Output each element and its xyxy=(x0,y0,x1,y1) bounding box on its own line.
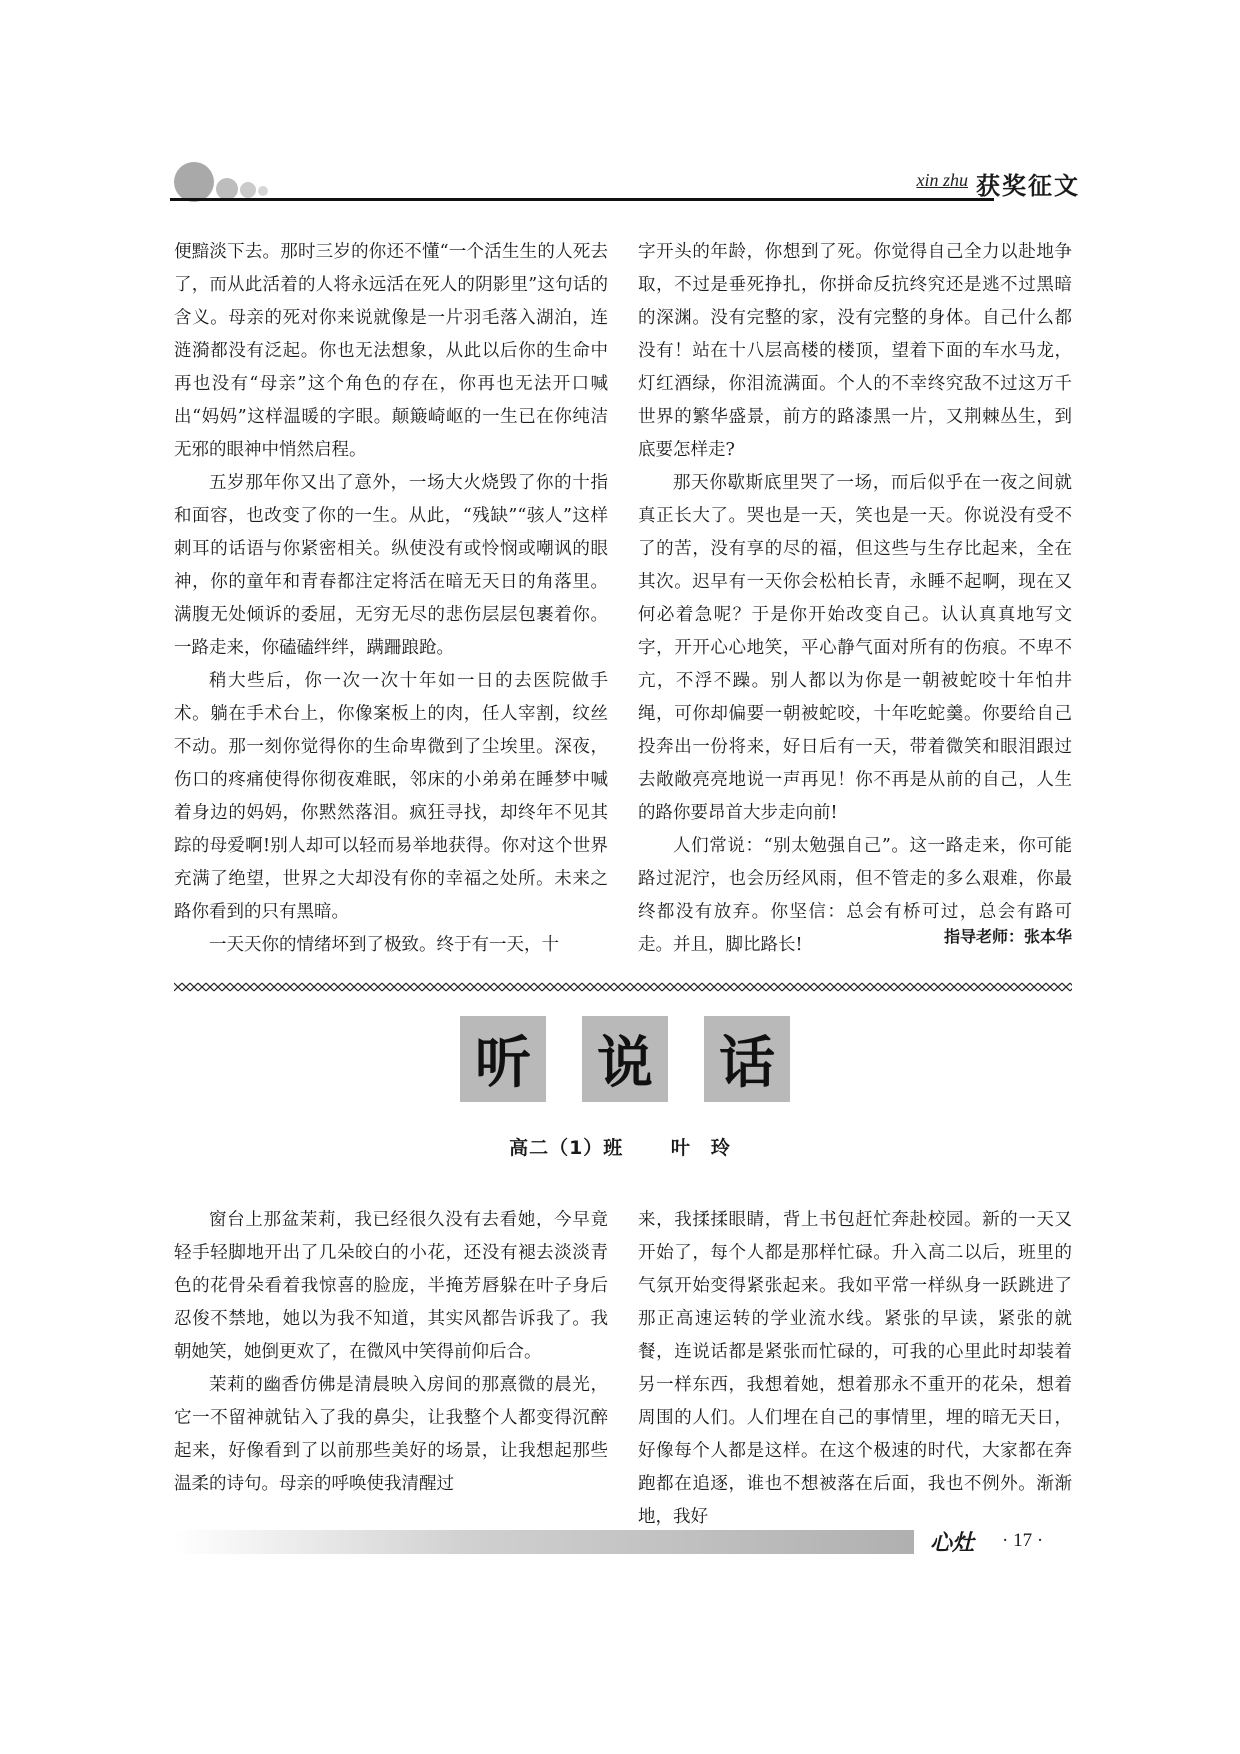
section-title: 获奖征文 xyxy=(976,172,1080,200)
essay1-right-column xyxy=(638,236,1072,962)
byline xyxy=(0,1133,1240,1160)
title-char: 听 xyxy=(460,1016,546,1102)
paragraph: 一天天你的情绪坏到了极致。终于有一天，十 xyxy=(209,935,559,955)
title-char: 话 xyxy=(704,1016,790,1102)
header-rule xyxy=(170,198,960,201)
footer-brand: 心灶 xyxy=(930,1530,975,1556)
paragraph: 稍大些后，你一次一次十年如一日的去医院做手术。躺在手术台上，你像案板上的肉，任人宰割，纹丝不动。那一刻你觉得你的生命卑微到了尘埃里。深夜，伤口的疼痛使得你彻夜难眠，邻床的小弟弟在睡梦中喊着身边的妈妈，你黙然落泪。疯狂寻找，却终年不见其踪的母爱啊!别人却可以轻而易举地获得。你对这个世界充满了绝望，世界之大却没有你的幸福之处所。未来之路你看到的只有黑暗。 xyxy=(174,671,608,922)
advisor-credit: 指导老师：张本华 xyxy=(943,927,1072,946)
paragraph: 便黯淡下去。那时三岁的你还不懂“一个活生生的人死去了，而从此活着的人将永远活在死人的阴影里”这句话的含义。母亲的死对你来说就像是一片羽毛落入湖泊，连涟漪都没有泛起。你也无法想象，从此以后你的生命中再也没有“母亲”这个角色的存在，你再也无法开口喊出“妈妈”这样温暖的字眼。颠簸崎岖的一生已在你纯洁无邪的眼神中悄然启程。 xyxy=(174,242,608,460)
essay2-right-column xyxy=(638,1204,1072,1534)
paragraph: 人们常说：“别太勉强自己”。这一路走来，你可能路过泥泞，也会历经风雨，但不管走的多么艰难，你最终都没有放弃。你坚信：总会有桥可过，总会有路可走。并且，脚比路长! xyxy=(638,836,1072,955)
paragraph: 那天你歇斯底里哭了一场，而后似乎在一夜之间就真正长大了。哭也是一天，笑也是一天。你说没有受不了的苦，没有享的尽的福，但这些与生存比起来，全在其次。迟早有一天你会松柏长青，永睡不起啊，现在又何必着急呢？于是你开始改变自己。认认真真地写文字，开开心心地笑，平心静气面对所有的伤痕。不卑不亢，不浮不躁。别人都以为你是一朝被蛇咬十年怕井绳，可你却偏要一朝被蛇咬，十年吃蛇羹。你要给自己投奔出一份将来，好日后有一天，带着微笑和眼泪跟过去敞敞亮亮地说一声再见！你不再是从前的自己，人生的路你要昂首大步走向前! xyxy=(638,473,1072,823)
decorative-circle-icon xyxy=(240,182,256,198)
page-number: · 17 · xyxy=(1002,1530,1044,1551)
header-pinyin: xin zhu xyxy=(916,170,968,190)
paragraph: 字开头的年龄，你想到了死。你觉得自己全力以赴地争取，不过是垂死挣扎，你拼命反抗终究还是逃不过黑暗的深渊。没有完整的家，没有完整的身体。自己什么都没有！站在十八层高楼的楼顶，望着下面的车水马龙，灯红酒绿，你泪流满面。个人的不幸终究敌不过这万千世界的繁华盛景，前方的路漆黑一片，又荆棘丛生，到底要怎样走? xyxy=(638,242,1072,460)
decorative-circle-icon xyxy=(258,186,268,196)
title-char: 说 xyxy=(582,1016,668,1102)
paragraph: 窗台上那盆茉莉，我已经很久没有去看她，今早竟轻手轻脚地开出了几朵皎白的小花，还没有褪去淡淡青色的花骨朵看着我惊喜的脸庞，半掩芳唇躲在叶子身后忍俊不禁地，她以为我不知道，其实风都告诉我了。我朝她笑，她倒更欢了，在微风中笑得前仰后合。 xyxy=(174,1210,608,1362)
class-label: 高二（1）班 xyxy=(509,1137,624,1159)
zigzag-divider xyxy=(174,981,1072,993)
essay2-title xyxy=(460,1016,790,1106)
decorative-circle-icon xyxy=(174,162,214,202)
paragraph: 五岁那年你又出了意外，一场大火烧毁了你的十指和面容，也改变了你的一生。从此，“残缺”“骇人”这样刺耳的话语与你紧密相关。纵使没有或怜悯或嘲讽的眼神，你的童年和青春都注定将活在暗无天日的角落里。满腹无处倾诉的委屈，无穷无尽的悲伤层层包裹着你。一路走来，你磕磕绊绊，蹒跚踉跄。 xyxy=(174,473,608,658)
page-header xyxy=(170,160,1080,210)
essay1-left-column xyxy=(174,236,608,962)
paragraph: 茉莉的幽香仿佛是清晨映入房间的那熹微的晨光，它一不留神就钻入了我的鼻尖，让我整个人都变得沉醉起来，好像看到了以前那些美好的场景，让我想起那些温柔的诗句。母亲的呼唤使我清醒过 xyxy=(174,1375,608,1494)
essay2-left-column xyxy=(174,1204,608,1501)
paragraph: 来，我揉揉眼睛，背上书包赶忙奔赴校园。新的一天又开始了，每个人都是那样忙碌。升入高二以后，班里的气氛开始变得紧张起来。我如平常一样纵身一跃跳进了那正高速运转的学业流水线。紧张的早读，紧张的就餐，连说话都是紧张而忙碌的，可我的心里此时却装着另一样东西，我想着她，想着那永不重开的花朵，想着周围的人们。人们埋在自己的事情里，埋的暗无天日，好像每个人都是这样。在这个极速的时代，大家都在奔跑都在追逐，谁也不想被落在后面，我也不例外。渐渐地，我好 xyxy=(638,1210,1072,1527)
decorative-circle-icon xyxy=(216,178,238,200)
footer-bar xyxy=(174,1530,914,1554)
author-name: 叶 玲 xyxy=(670,1137,731,1159)
